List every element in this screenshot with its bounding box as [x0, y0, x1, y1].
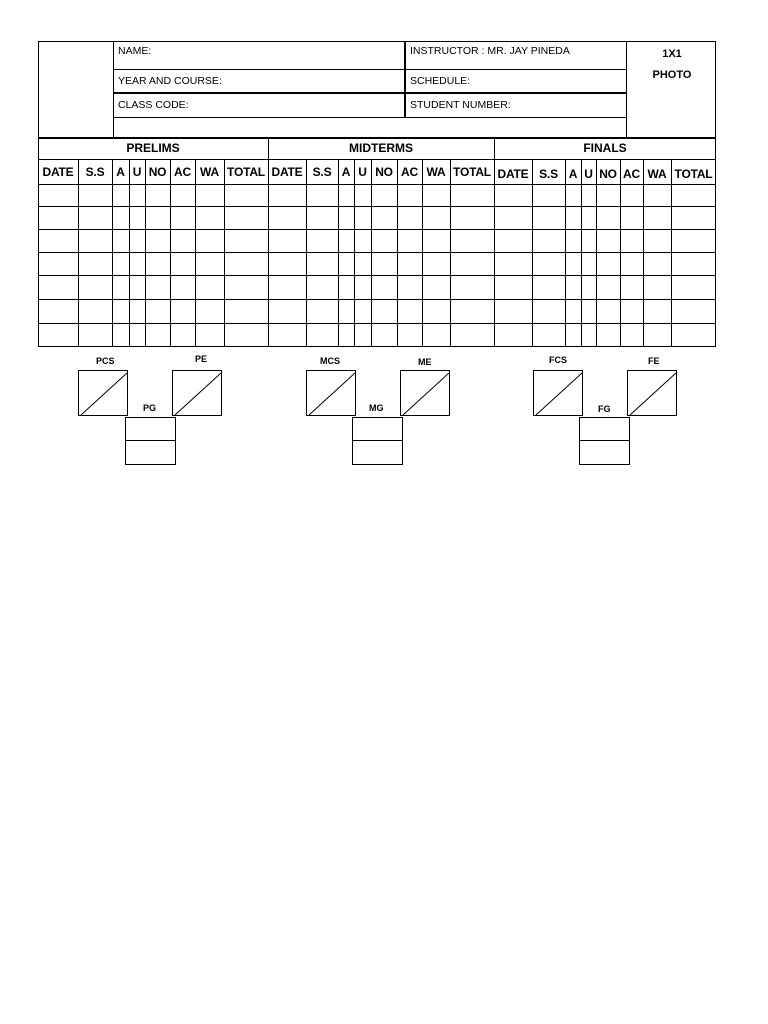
column-header-u: U — [584, 167, 593, 181]
grade-label: MG — [369, 403, 384, 413]
instructor-field[interactable] — [405, 41, 627, 70]
column-header-date: DATE — [497, 167, 529, 181]
column-header-ac: AC — [174, 165, 191, 179]
year-course-label: YEAR AND COURSE: — [118, 75, 222, 87]
photo-size-label: 1X1 — [662, 48, 682, 60]
exam-box[interactable] — [400, 370, 450, 416]
column-header-no: NO — [599, 167, 617, 181]
class-standing-box[interactable] — [533, 370, 583, 416]
grade-box-top[interactable] — [352, 417, 403, 441]
grade-box-top[interactable] — [125, 417, 176, 441]
class-standing-box[interactable] — [306, 370, 356, 416]
grade-box-top[interactable] — [579, 417, 630, 441]
exam-label: PE — [195, 354, 208, 364]
column-header-ac: AC — [401, 165, 418, 179]
term-title-prelims: PRELIMS — [126, 141, 180, 155]
name-label: NAME: — [118, 45, 152, 57]
schedule-label: SCHEDULE: — [410, 75, 471, 87]
column-header-date: DATE — [42, 165, 74, 179]
student-number-field[interactable] — [405, 93, 627, 118]
grade-box-bottom[interactable] — [352, 440, 403, 465]
photo-label: PHOTO — [652, 69, 692, 81]
student-number-label: STUDENT NUMBER: — [410, 99, 511, 111]
class-standing-label: MCS — [320, 356, 340, 366]
column-header-ss: S.S — [539, 167, 558, 181]
column-header-u: U — [358, 165, 367, 179]
column-header-total: TOTAL — [453, 165, 491, 179]
grade-box-bottom[interactable] — [125, 440, 176, 465]
column-header-wa: WA — [647, 167, 667, 181]
diagonal-divider — [401, 371, 450, 416]
grade-label: PG — [143, 403, 157, 413]
class-code-label: CLASS CODE: — [118, 99, 189, 111]
class-code-field[interactable] — [113, 93, 405, 118]
diagonal-divider — [307, 371, 356, 416]
diagonal-divider — [534, 371, 583, 416]
column-header-date: DATE — [271, 165, 303, 179]
student-info-header — [38, 41, 716, 138]
diagonal-line — [403, 373, 449, 415]
column-header-ss: S.S — [85, 165, 105, 179]
column-header-a: A — [341, 165, 351, 179]
column-header-total: TOTAL — [227, 165, 265, 179]
column-header-a: A — [116, 165, 125, 179]
class-standing-label: FCS — [549, 355, 567, 365]
class-standing-box[interactable] — [78, 370, 128, 416]
exam-label: FE — [648, 356, 660, 366]
diagonal-divider — [79, 371, 128, 416]
column-header-no: NO — [375, 165, 393, 179]
diagonal-divider — [628, 371, 677, 416]
column-header-total: TOTAL — [674, 167, 713, 181]
diagonal-line — [630, 373, 676, 415]
term-title-finals: FINALS — [583, 141, 627, 155]
exam-box[interactable] — [172, 370, 222, 416]
instructor-label: INSTRUCTOR : MR. JAY PINEDA — [410, 45, 570, 57]
column-header-u: U — [132, 165, 142, 179]
diagonal-line — [81, 373, 127, 415]
column-header-a: A — [568, 167, 578, 181]
diagonal-line — [175, 373, 221, 415]
column-header-no: NO — [148, 165, 167, 179]
attendance-grade-table — [38, 138, 716, 347]
year-course-field[interactable] — [113, 69, 405, 93]
schedule-field[interactable] — [405, 69, 627, 93]
column-header-wa: WA — [426, 165, 446, 179]
column-header-ac: AC — [623, 167, 640, 181]
diagonal-line — [536, 373, 582, 415]
diagonal-divider — [173, 371, 222, 416]
column-header-ss: S.S — [312, 165, 332, 179]
exam-box[interactable] — [627, 370, 677, 416]
grade-label: FG — [598, 404, 611, 414]
name-field[interactable] — [113, 41, 405, 70]
exam-label: ME — [418, 357, 432, 367]
class-standing-label: PCS — [96, 356, 115, 366]
column-header-wa: WA — [200, 165, 219, 179]
term-title-midterms: MIDTERMS — [349, 141, 413, 155]
diagonal-line — [309, 373, 355, 415]
grade-box-bottom[interactable] — [579, 440, 630, 465]
